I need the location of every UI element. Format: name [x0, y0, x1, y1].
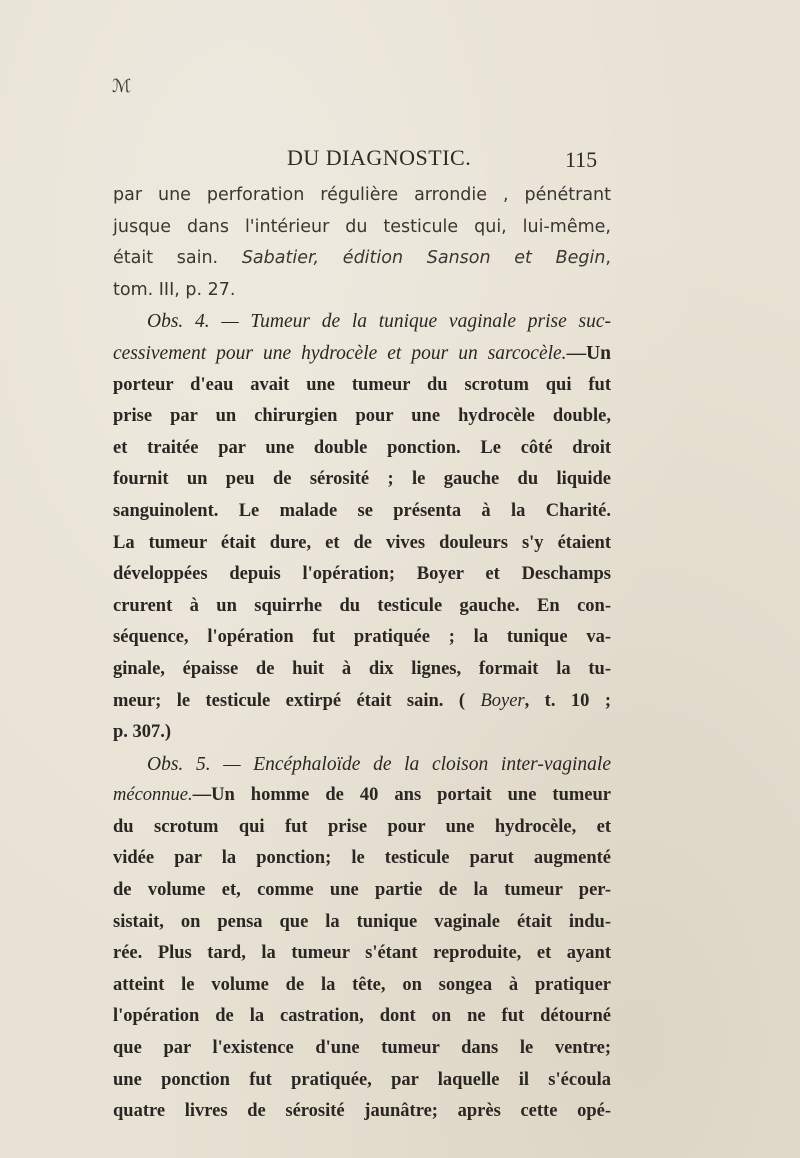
text-line: p. 307.)	[113, 722, 172, 743]
text-line: La tumeur était dure, et de vives douleurs s'y étaient	[113, 532, 611, 553]
text-line: tom. III, p. 27.	[113, 279, 236, 300]
text-line: porteur d'eau avait une tumeur du scrotum qui fut	[113, 374, 611, 395]
text-line: vidée par la ponction; le testicule parut augmenté	[113, 848, 611, 869]
text-line: jusque dans l'intérieur du testicule qui, lui-même,	[113, 216, 611, 237]
text-line: quatre livres de sérosité jaunâtre; après cette opé-	[113, 1101, 611, 1122]
text-line: par une perforation régulière arrondie , pénétrant	[113, 185, 611, 205]
text-line: meur; le testicule extirpé était sain. ( Boyer, t. 10 ;	[113, 690, 611, 711]
text-line: que par l'existence d'une tumeur dans le ventre;	[113, 1038, 611, 1059]
text-line: prise par un chirurgien pour une hydrocèle double,	[113, 406, 611, 427]
text-line: et traitée par une double ponction. Le côté droit	[113, 437, 611, 458]
text-line: ginale, épaisse de huit à dix lignes, formait la tu-	[113, 658, 611, 679]
text-line: Obs. 5. — Encéphaloïde de la cloison inter-vaginale	[147, 753, 611, 775]
text-line: fournit un peu de sérosité ; le gauche du liquide	[113, 469, 611, 490]
text-line: crurent à un squirrhe du testicule gauche. En con-	[113, 595, 611, 616]
text-line: une ponction fut pratiquée, par laquelle il s'écoula	[113, 1069, 611, 1090]
text-line: de volume et, comme une partie de la tumeur per-	[113, 880, 611, 901]
page-number: 115	[565, 147, 598, 172]
text-line: cessivement pour une hydrocèle et pour un sarcocèle.—Un	[113, 342, 611, 364]
text-line: développées depuis l'opération; Boyer et Deschamps	[113, 564, 611, 585]
text-line: l'opération de la castration, dont on ne fut détourné	[113, 1006, 611, 1027]
text-line: atteint le volume de la tête, on songea à pratiquer	[113, 974, 611, 995]
text-line: séquence, l'opération fut pratiquée ; la tunique va-	[113, 627, 611, 648]
text-line: sanguinolent. Le malade se présenta à la Charité.	[113, 500, 611, 521]
text-line: rée. Plus tard, la tumeur s'étant reproduite, et ayant	[113, 943, 611, 964]
running-head: DU DIAGNOSTIC.	[287, 145, 472, 170]
text-line: sistait, on pensa que la tunique vaginale était indu-	[113, 911, 611, 932]
text-line: était sain. Sabatier, édition Sanson et Begin,	[113, 248, 611, 269]
text-line: Obs. 4. — Tumeur de la tunique vaginale prise suc-	[147, 311, 611, 333]
library-mark: ℳ	[112, 76, 132, 97]
body-text	[113, 180, 611, 1128]
text-line: du scrotum qui fut prise pour une hydrocèle, et	[113, 816, 611, 837]
text-line: méconnue.—Un homme de 40 ans portait une tumeur	[113, 785, 611, 806]
